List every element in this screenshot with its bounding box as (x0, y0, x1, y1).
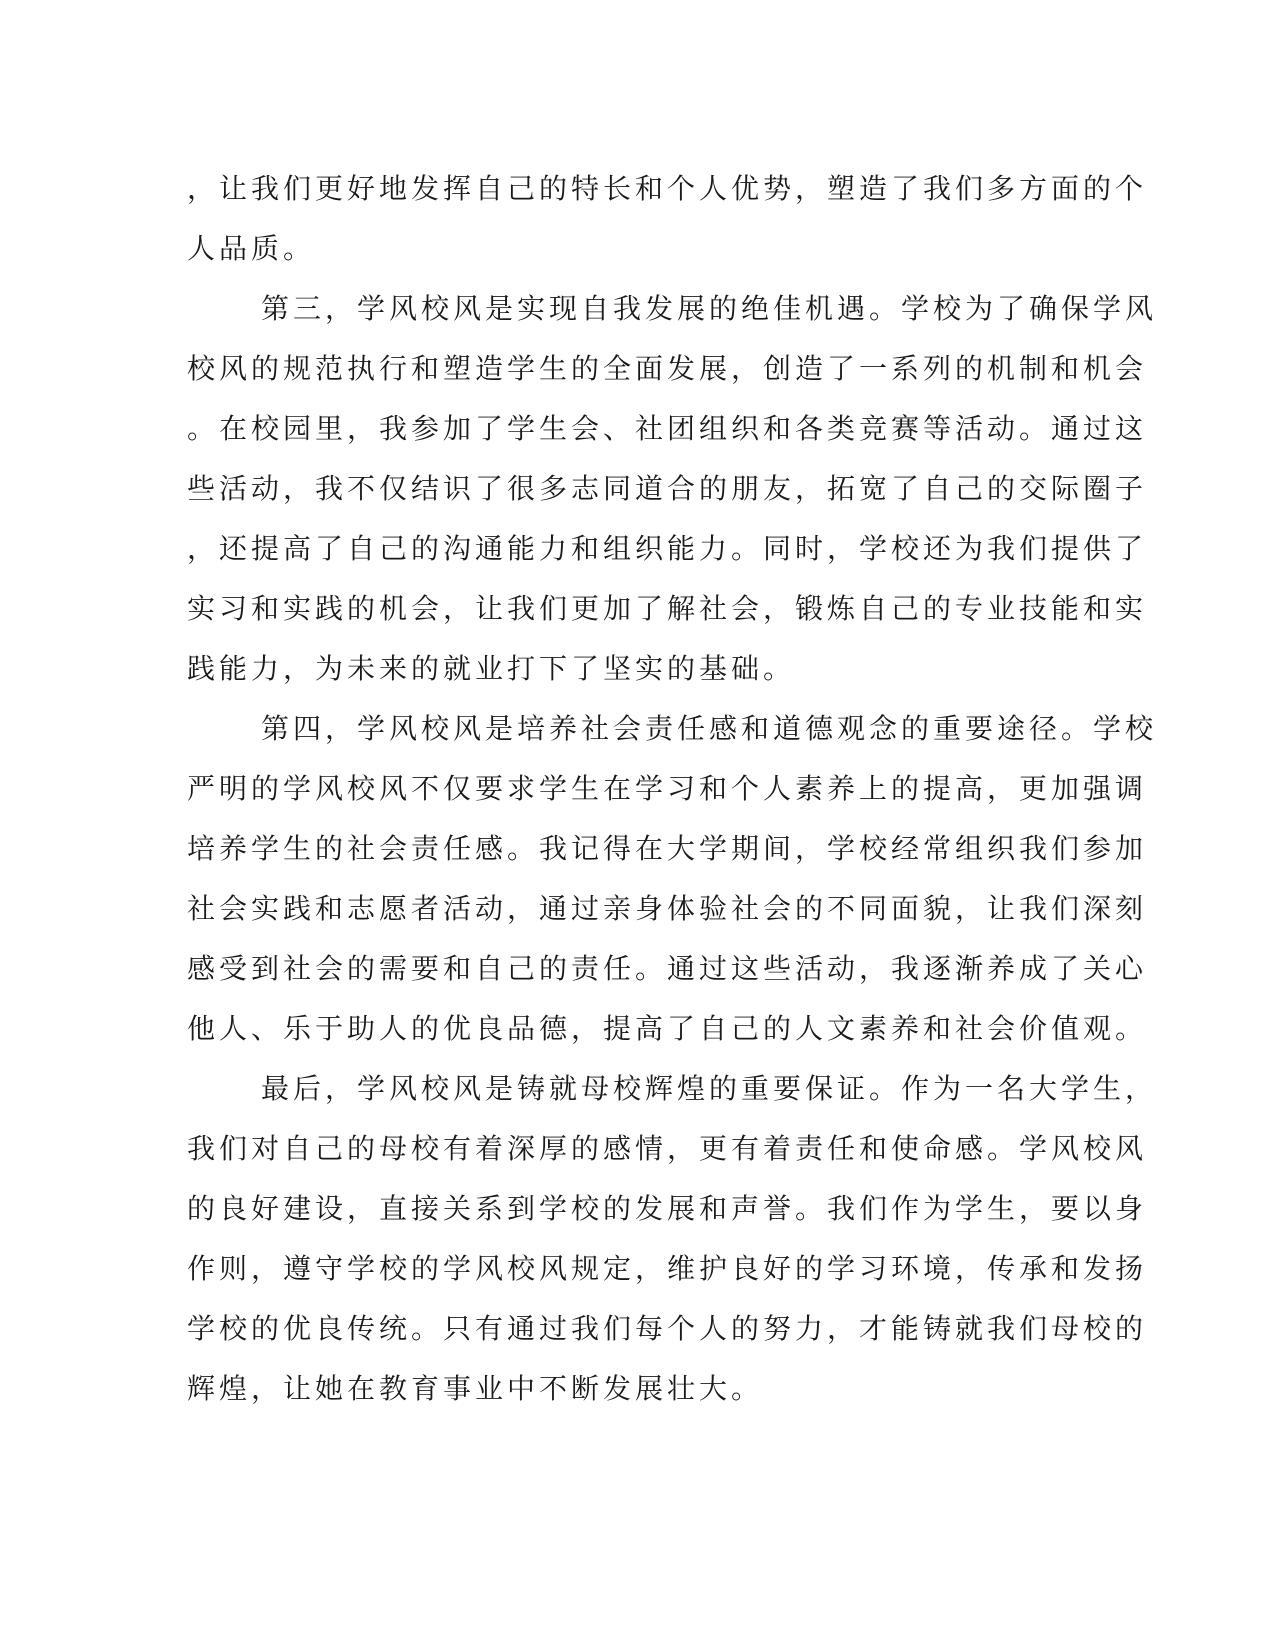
text-line: 校风的规范执行和塑造学生的全面发展，创造了一系列的机制和机会 (187, 352, 1148, 385)
text-line: 辉煌，让她在教育事业中不断发展壮大。 (187, 1372, 764, 1405)
text-line: 作则，遵守学校的学风校风规定，维护良好的学习环境，传承和发扬 (187, 1252, 1148, 1285)
paragraph-first-line: 第三，学风校风是实现自我发展的绝佳机遇。学校为了确保学风 (261, 292, 1158, 325)
paragraph-first-line: 最后，学风校风是铸就母校辉煌的重要保证。作为一名大学生， (261, 1072, 1158, 1105)
text-line: 严明的学风校风不仅要求学生在学习和个人素养上的提高，更加强调 (187, 772, 1148, 805)
text-line: 他人、乐于助人的优良品德，提高了自己的人文素养和社会价值观。 (187, 1012, 1148, 1045)
text-line: 培养学生的社会责任感。我记得在大学期间，学校经常组织我们参加 (187, 832, 1148, 865)
text-line: 。在校园里，我参加了学生会、社团组织和各类竞赛等活动。通过这 (187, 412, 1148, 445)
document-body (187, 159, 1158, 1419)
paragraph-first-line: 第四，学风校风是培养社会责任感和道德观念的重要途径。学校 (261, 712, 1158, 745)
text-line: 感受到社会的需要和自己的责任。通过这些活动，我逐渐养成了关心 (187, 952, 1148, 985)
text-line: 些活动，我不仅结识了很多志同道合的朋友，拓宽了自己的交际圈子 (187, 472, 1148, 505)
text-line: 我们对自己的母校有着深厚的感情，更有着责任和使命感。学风校风 (187, 1132, 1148, 1165)
text-line: 学校的优良传统。只有通过我们每个人的努力，才能铸就我们母校的 (187, 1312, 1148, 1345)
text-line: 人品质。 (187, 232, 316, 265)
text-line: 社会实践和志愿者活动，通过亲身体验社会的不同面貌，让我们深刻 (187, 892, 1148, 925)
text-line: 实习和实践的机会，让我们更加了解社会，锻炼自己的专业技能和实 (187, 592, 1148, 625)
text-line: 的良好建设，直接关系到学校的发展和声誉。我们作为学生，要以身 (187, 1192, 1148, 1225)
text-line: 践能力，为未来的就业打下了坚实的基础。 (187, 652, 796, 685)
text-line: ，还提高了自己的沟通能力和组织能力。同时，学校还为我们提供了 (187, 532, 1148, 565)
text-line: ，让我们更好地发挥自己的特长和个人优势，塑造了我们多方面的个 (187, 172, 1148, 205)
